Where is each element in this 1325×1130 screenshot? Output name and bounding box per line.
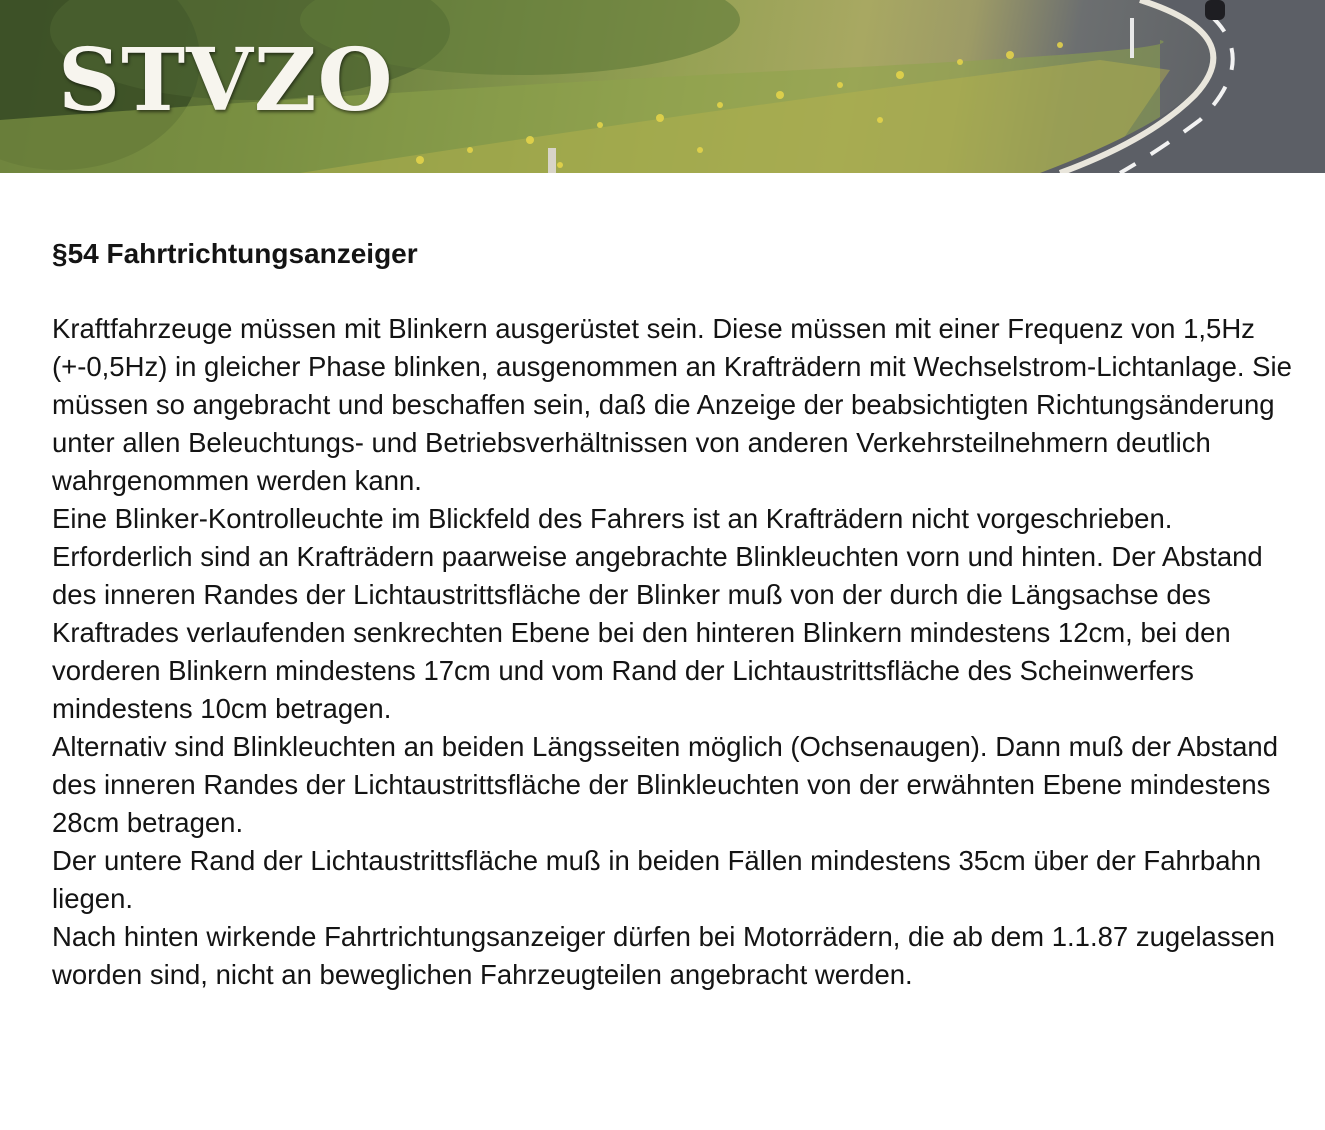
paragraph: Der untere Rand der Lichtaustrittsfläche muß in beiden Fällen mindestens 35cm über der Fahrbahn liegen.: [52, 845, 1262, 914]
article-heading: §54 Fahrtrichtungsanzeiger: [52, 238, 418, 269]
header-banner: [0, 0, 1325, 173]
paragraph: Kraftfahrzeuge müssen mit Blinkern ausgerüstet sein. Diese müssen mit einer Frequenz von 1,5Hz (+-0,5Hz) in gleicher Phase blinken, ausgenommen an Krafträdern mit Wechselstrom-Lichtanlage. Sie müssen so angebracht und beschaffen sein, daß die Anzeige der beabsichtigten Richtungsänderung unter allen Beleuchtungs- und Betriebsverhältnissen von anderen Verkehrsteilnehmern deutlich wahrgenommen werden kann.: [52, 313, 1292, 496]
paragraph: Nach hinten wirkende Fahrtrichtungsanzeiger dürfen bei Motorrädern, die ab dem 1.1.87 zugelassen worden sind, nicht an beweglichen Fahrzeugteilen angebracht werden.: [52, 921, 1275, 990]
site-logo-title: STVZO: [58, 30, 394, 131]
paragraph: Erforderlich sind an Krafträdern paarweise angebrachte Blinkleuchten vorn und hinten. Der Abstand des inneren Randes der Lichtaustrittsfläche der Blinker muß von der durch die Längsachse des Kraftrades verlaufenden senkrechten Ebene bei den hinteren Blinkern mindestens 12cm, bei den vorderen Blinkern mindestens 17cm und vom Rand der Lichtaustrittsfläche des Scheinwerfers mindestens 10cm betragen.: [52, 541, 1263, 724]
article: [52, 236, 1297, 994]
article-body: [52, 310, 1297, 994]
paragraph: Eine Blinker-Kontrolleuchte im Blickfeld des Fahrers ist an Krafträdern nicht vorgeschrieben.: [52, 503, 1173, 534]
paragraph: Alternativ sind Blinkleuchten an beiden Längsseiten möglich (Ochsenaugen). Dann muß der Abstand des inneren Randes der Lichtaustrittsfläche der Blinkleuchten von der erwähnten Ebene mindestens 28cm betragen.: [52, 731, 1279, 838]
